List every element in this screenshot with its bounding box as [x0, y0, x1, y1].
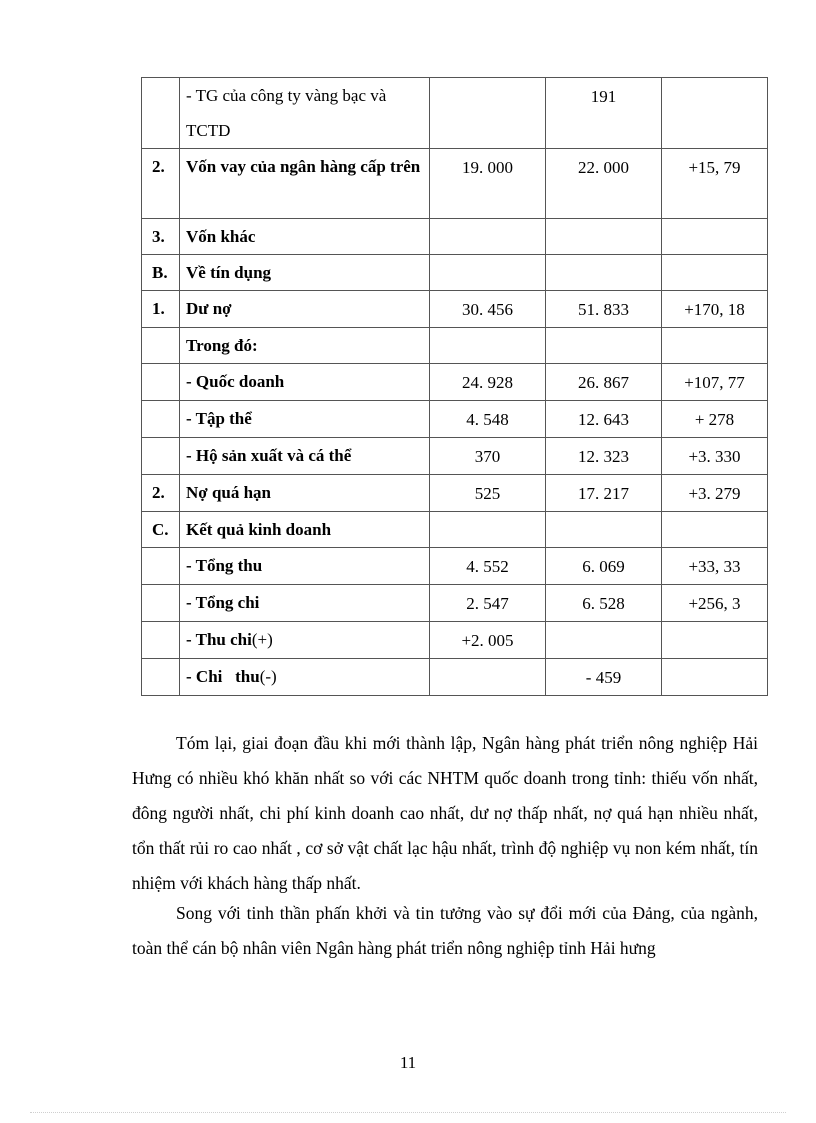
value-cell-v2: 26. 867 [546, 364, 662, 401]
value-cell-v1 [430, 512, 546, 548]
table-row [142, 291, 768, 328]
value-cell-v2: - 459 [546, 659, 662, 696]
row-number-cell: 2. [142, 475, 180, 512]
value-cell-v2: 6. 528 [546, 585, 662, 622]
row-number-cell [142, 659, 180, 696]
row-number-cell [142, 78, 180, 149]
value-cell-v1: 30. 456 [430, 291, 546, 328]
value-cell-v2 [546, 219, 662, 255]
value-cell-v2: 12. 643 [546, 401, 662, 438]
table-row [142, 512, 768, 548]
row-label-cell [180, 364, 430, 401]
value-cell-v1 [430, 328, 546, 364]
row-label-cell [180, 622, 430, 659]
value-cell-v1 [430, 659, 546, 696]
value-cell-v1 [430, 78, 546, 149]
value-cell-v3 [662, 219, 768, 255]
row-label: Về tín dụng [186, 263, 272, 282]
row-number-cell [142, 438, 180, 475]
value-cell-v3: +3. 279 [662, 475, 768, 512]
value-cell-v1: 24. 928 [430, 364, 546, 401]
table-row [142, 149, 768, 219]
row-label-cell [180, 512, 430, 548]
value-cell-v1: 525 [430, 475, 546, 512]
table-row [142, 548, 768, 585]
table-row [142, 78, 768, 149]
value-cell-v3 [662, 328, 768, 364]
row-label-cell [180, 438, 430, 475]
value-cell-v1 [430, 255, 546, 291]
value-cell-v2: 22. 000 [546, 149, 662, 219]
row-label: Kết quả kinh doanh [186, 520, 332, 539]
page-bottom-divider [30, 1112, 786, 1113]
row-number-cell [142, 364, 180, 401]
table-row [142, 659, 768, 696]
value-cell-v3 [662, 512, 768, 548]
row-label: - Tổng thu [186, 556, 263, 575]
value-cell-v3: +256, 3 [662, 585, 768, 622]
row-label-cell [180, 585, 430, 622]
row-label-tail: (-) [259, 667, 277, 686]
value-cell-v1 [430, 219, 546, 255]
row-label-cell [180, 548, 430, 585]
value-cell-v3 [662, 659, 768, 696]
row-label: - Tập thể [186, 409, 252, 428]
row-number-cell [142, 585, 180, 622]
value-cell-v1: 370 [430, 438, 546, 475]
value-cell-v3: +33, 33 [662, 548, 768, 585]
table-row [142, 255, 768, 291]
value-cell-v3: +107, 77 [662, 364, 768, 401]
paragraph-continuation: Song với tinh thần phấn khởi và tin tưởng vào sự đổi mới của Đảng, của ngành, toàn thể cán bộ nhân viên Ngân hàng phát triển nông nghiệp tỉnh Hải hưng [132, 903, 758, 958]
row-number-cell [142, 622, 180, 659]
row-label: Trong đó: [186, 336, 258, 355]
table-row [142, 364, 768, 401]
row-number-cell: 1. [142, 291, 180, 328]
table-row [142, 401, 768, 438]
table-row [142, 438, 768, 475]
value-cell-v1: 19. 000 [430, 149, 546, 219]
row-label-cell [180, 475, 430, 512]
row-number-cell [142, 548, 180, 585]
value-cell-v2: 6. 069 [546, 548, 662, 585]
row-label-cell [180, 219, 430, 255]
row-label: Vốn khác [186, 227, 256, 246]
value-cell-v3 [662, 622, 768, 659]
row-label-bold: - Thu chi [186, 630, 252, 649]
table-row [142, 585, 768, 622]
value-cell-v3: +15, 79 [662, 149, 768, 219]
value-cell-v1: +2. 005 [430, 622, 546, 659]
row-number-cell: B. [142, 255, 180, 291]
value-cell-v3: +170, 18 [662, 291, 768, 328]
row-label: Dư nợ [186, 299, 232, 318]
row-label: - TG của công ty vàng bạc và TCTD [186, 86, 387, 140]
value-cell-v2 [546, 622, 662, 659]
row-number-cell: 2. [142, 149, 180, 219]
table-body [142, 78, 768, 696]
page-number: 11 [399, 1053, 417, 1072]
row-label-cell [180, 78, 430, 149]
value-cell-v2 [546, 255, 662, 291]
value-cell-v2 [546, 512, 662, 548]
table-row [142, 219, 768, 255]
value-cell-v2: 191 [546, 78, 662, 149]
value-cell-v2 [546, 328, 662, 364]
row-label-cell [180, 149, 430, 219]
row-label-cell [180, 291, 430, 328]
value-cell-v1: 4. 552 [430, 548, 546, 585]
table-row [142, 475, 768, 512]
table-row [142, 622, 768, 659]
row-label: - Tổng chi [186, 593, 260, 612]
row-label-bold: - Chi thu [186, 667, 260, 686]
row-number-cell [142, 401, 180, 438]
row-label-cell [180, 659, 430, 696]
row-label-cell [180, 255, 430, 291]
value-cell-v2: 12. 323 [546, 438, 662, 475]
value-cell-v1: 2. 547 [430, 585, 546, 622]
row-label-cell [180, 401, 430, 438]
row-number-cell [142, 328, 180, 364]
value-cell-v3: +3. 330 [662, 438, 768, 475]
table-row [142, 328, 768, 364]
paragraph-summary: Tóm lại, giai đoạn đầu khi mới thành lập, Ngân hàng phát triển nông nghiệp Hải Hưng có nhiều khó khăn nhất so với các NHTM quốc doanh trong tỉnh: thiếu vốn nhất, đông người nhất, chi phí kinh doanh cao nhất, dư nợ thấp nhất, nợ quá hạn nhiều nhất, tổn thất rủi ro cao nhất , cơ sở vật chất lạc hậu nhất, trình độ nghiệp vụ non kém nhất, tín nhiệm với khách hàng thấp nhất. [132, 733, 758, 893]
value-cell-v3 [662, 78, 768, 149]
row-number-cell: C. [142, 512, 180, 548]
row-number-cell: 3. [142, 219, 180, 255]
row-label-tail: (+) [251, 630, 273, 649]
value-cell-v3 [662, 255, 768, 291]
value-cell-v2: 51. 833 [546, 291, 662, 328]
value-cell-v3: + 278 [662, 401, 768, 438]
row-label: Vốn vay của ngân hàng cấp trên [186, 157, 421, 176]
row-label-cell [180, 328, 430, 364]
row-label: - Hộ sản xuất và cá thể [186, 446, 352, 465]
financial-table [141, 77, 768, 696]
row-label: Nợ quá hạn [186, 483, 272, 502]
value-cell-v1: 4. 548 [430, 401, 546, 438]
value-cell-v2: 17. 217 [546, 475, 662, 512]
row-label: - Quốc doanh [186, 372, 285, 391]
